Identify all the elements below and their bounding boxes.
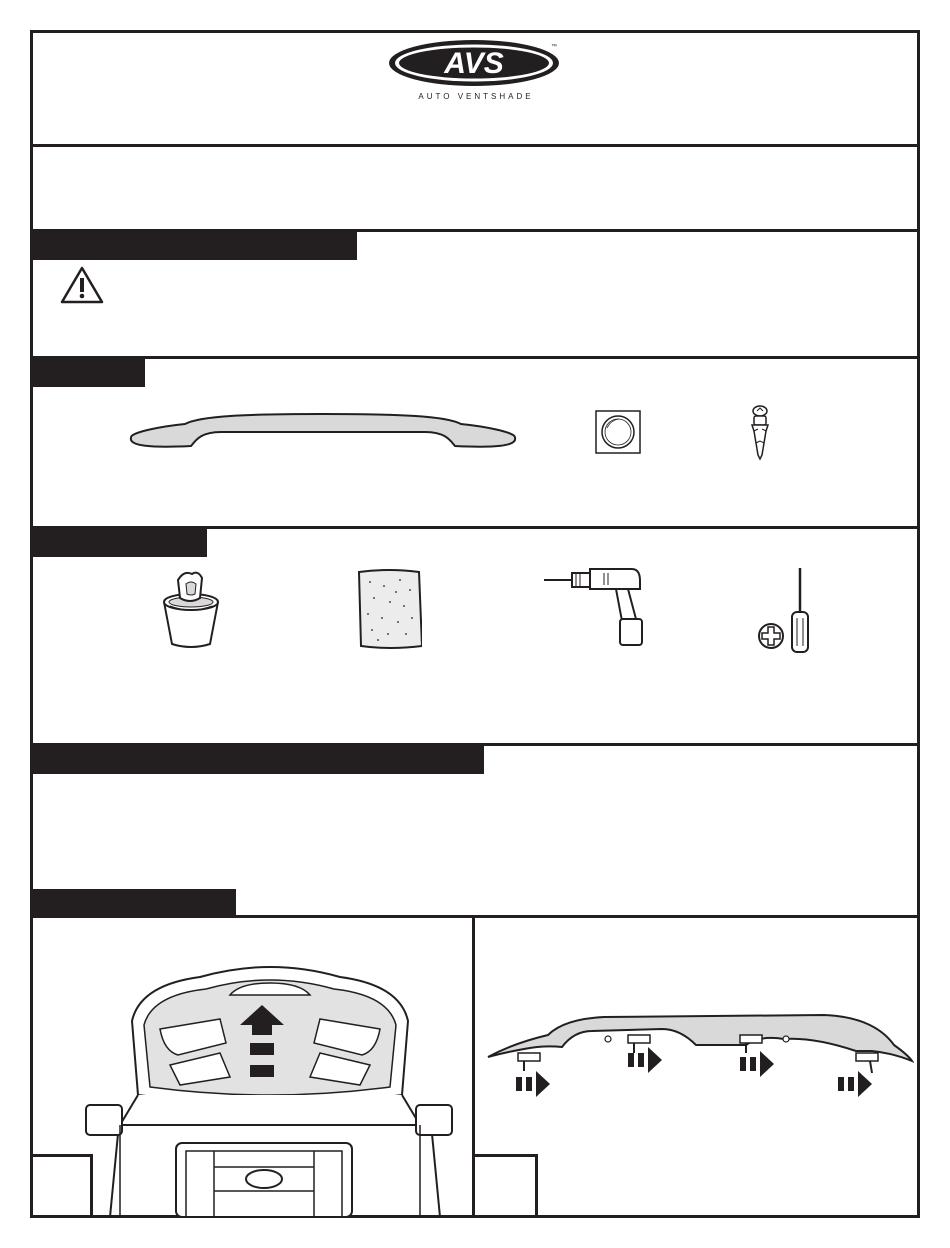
parts-section-header [30,359,145,387]
installation-section-header [30,889,236,917]
brand-tagline [388,92,564,101]
bucket-sponge-icon [158,568,224,655]
step-1-number-box [30,1154,93,1218]
towel-icon [356,568,422,655]
push-fastener-icon [748,403,772,466]
tools-section-header [30,529,207,557]
logo-trademark: ™ [551,44,557,50]
open-hood-icon [80,955,460,1222]
hood-shield-icon [125,410,521,461]
prep-section-header [30,746,484,774]
warning-icon [60,266,104,309]
shield-clips-icon [484,995,914,1110]
header-divider [30,144,920,147]
phillips-screwdriver-icon [756,566,818,659]
tagline-text: AUTO VENTSHADE [418,92,534,101]
logo-wordmark: AVS [444,47,504,80]
step-2-number-box [475,1154,538,1218]
caution-section-header [30,232,357,260]
adhesion-promoter-pad-icon [595,410,641,459]
drill-icon [544,563,650,654]
installation-divider [30,915,920,918]
caution-divider [30,356,920,359]
